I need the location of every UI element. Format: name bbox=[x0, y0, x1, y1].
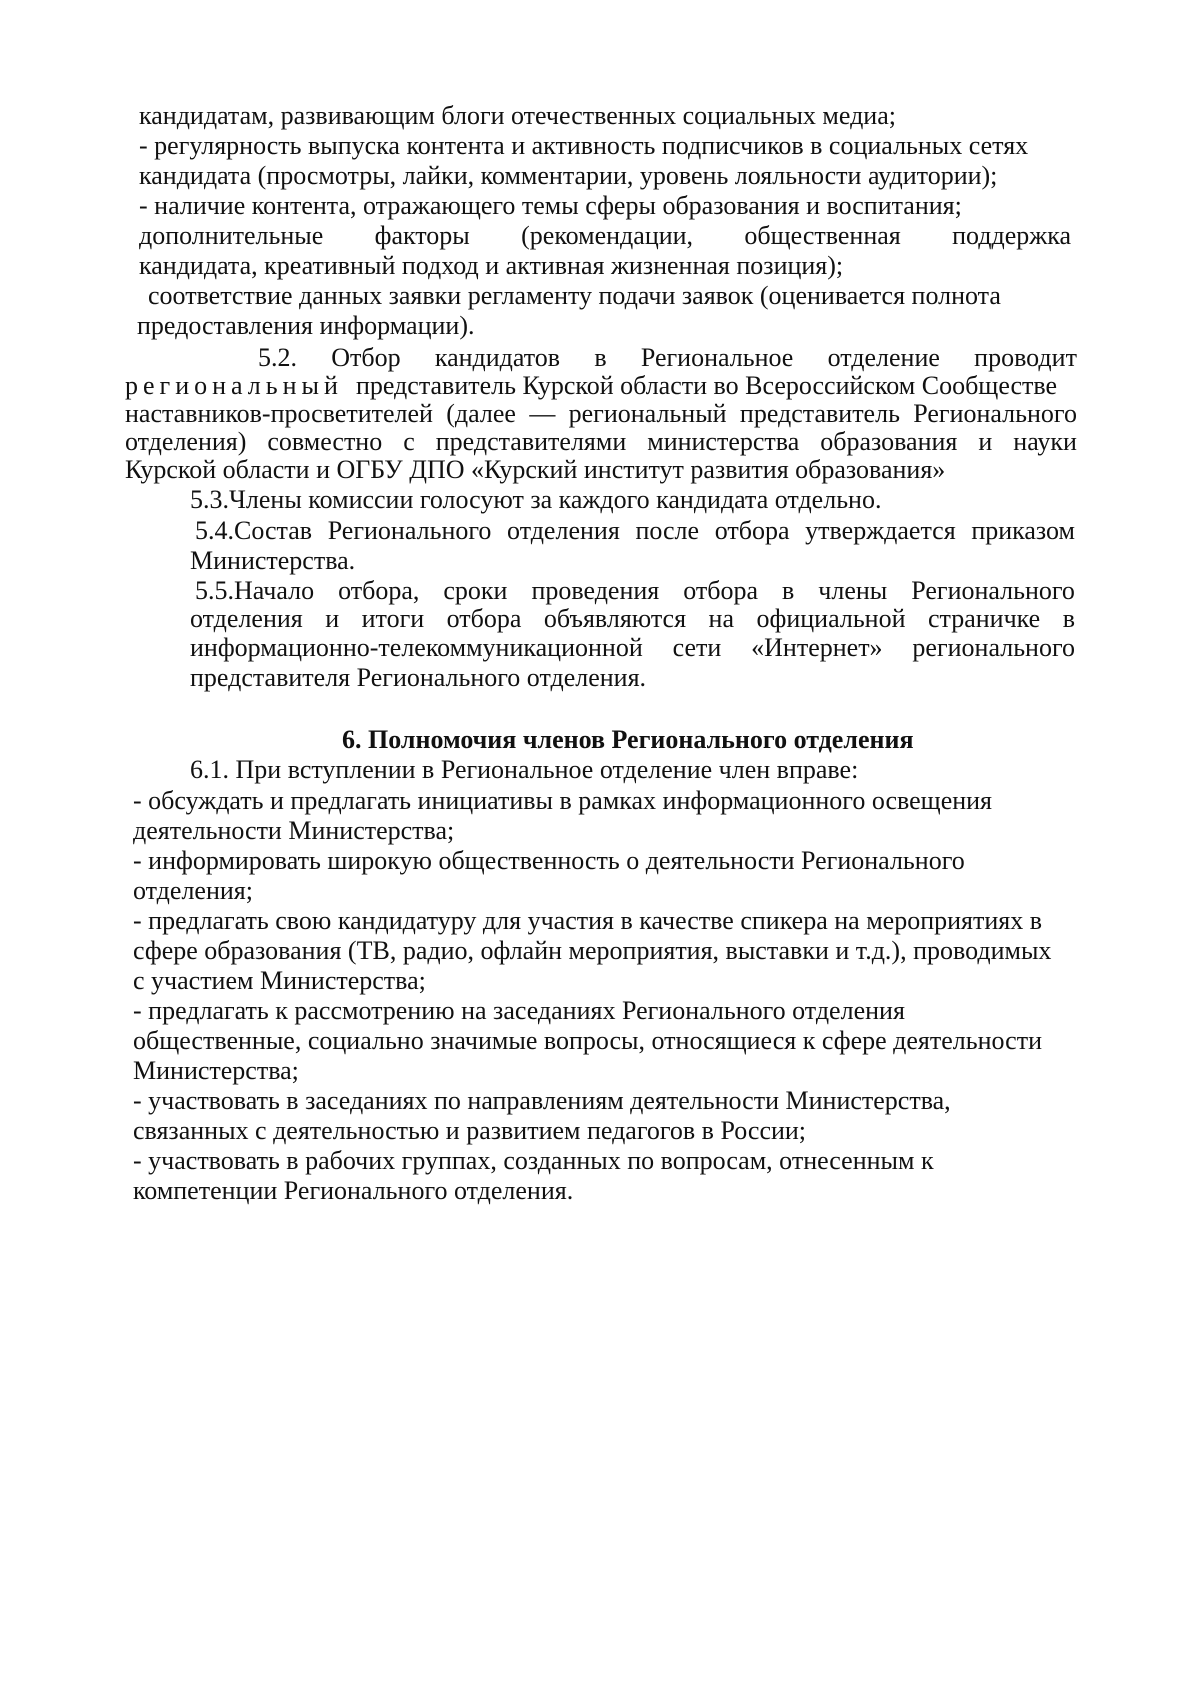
word: «Интернет» bbox=[751, 633, 883, 662]
word: (далее bbox=[446, 399, 516, 428]
paragraph-5-4-line: Министерства. bbox=[190, 546, 356, 575]
word: факторы bbox=[374, 221, 470, 250]
word: сети bbox=[672, 633, 722, 662]
word: поддержка bbox=[952, 221, 1071, 250]
word: отбора bbox=[683, 576, 759, 605]
word: образования bbox=[820, 427, 958, 456]
section-intro: 6.1. При вступлении в Региональное отделение член вправе: bbox=[190, 755, 859, 784]
word: отбора bbox=[446, 604, 522, 633]
word: отделение bbox=[827, 343, 940, 372]
spaced-word: региональный bbox=[125, 371, 343, 400]
word: официальной bbox=[756, 604, 906, 633]
word: дополнительные bbox=[139, 221, 324, 250]
paragraph-5-3: 5.3.Члены комиссии голосуют за каждого кандидата отдельно. bbox=[190, 485, 882, 514]
word: наставников-просветителей bbox=[125, 399, 433, 428]
word: с bbox=[403, 427, 415, 456]
word: регионального bbox=[912, 633, 1075, 662]
powers-line: - участвовать в рабочих группах, созданных по вопросам, отнесенным к bbox=[133, 1146, 934, 1175]
paragraph-5-5-line bbox=[195, 576, 1075, 606]
word: общественная bbox=[744, 221, 901, 250]
word: 5.2. bbox=[258, 343, 297, 372]
criteria-line: кандидата (просмотры, лайки, комментарии, уровень лояльности аудитории); bbox=[139, 161, 998, 190]
word: на bbox=[708, 604, 734, 633]
criteria-line: соответствие данных заявки регламенту подачи заявок (оценивается полнота bbox=[148, 281, 1001, 310]
word: приказом bbox=[971, 516, 1075, 545]
powers-line: - обсуждать и предлагать инициативы в рамках информационного освещения bbox=[133, 786, 993, 815]
powers-line: связанных с деятельностью и развитием педагогов в России; bbox=[133, 1116, 807, 1145]
powers-line: - предлагать к рассмотрению на заседаниях Регионального отделения bbox=[133, 996, 905, 1025]
paragraph-5-5-line: представителя Регионального отделения. bbox=[190, 663, 647, 692]
criteria-line: - регулярность выпуска контента и активность подписчиков в социальных сетях bbox=[139, 131, 1029, 160]
word: члены bbox=[818, 576, 888, 605]
word: региональный bbox=[568, 399, 727, 428]
word: страничке bbox=[928, 604, 1041, 633]
word: в bbox=[594, 343, 607, 372]
word: после bbox=[635, 516, 700, 545]
powers-line: сфере образования (ТВ, радио, офлайн мероприятия, выставки и т.д.), проводимых bbox=[133, 936, 1052, 965]
criteria-line: предоставления информации). bbox=[137, 311, 475, 340]
powers-line: - участвовать в заседаниях по направлениям деятельности Министерства, bbox=[133, 1086, 951, 1115]
word: и bbox=[325, 604, 340, 633]
word: Регионального bbox=[911, 576, 1075, 605]
word: отделения bbox=[190, 604, 303, 633]
word: проводит bbox=[974, 343, 1077, 372]
word: Регионального bbox=[913, 399, 1077, 428]
word: науки bbox=[1013, 427, 1077, 456]
word: в bbox=[782, 576, 795, 605]
powers-line: с участием Министерства; bbox=[133, 966, 426, 995]
word: проведения bbox=[531, 576, 660, 605]
paragraph-5-4-line bbox=[195, 516, 1075, 546]
powers-line: деятельности Министерства; bbox=[133, 816, 455, 845]
powers-line: - информировать широкую общественность о деятельности Регионального bbox=[133, 846, 965, 875]
criteria-line: - наличие контента, отражающего темы сферы образования и воспитания; bbox=[139, 191, 962, 220]
criteria-line: кандидата, креативный подход и активная жизненная позиция); bbox=[139, 251, 844, 280]
powers-line: общественные, социально значимые вопросы, относящиеся к сфере деятельности bbox=[133, 1026, 1042, 1055]
paragraph-5-2-line: Курской области и ОГБУ ДПО «Курский институт развития образования» bbox=[125, 455, 946, 484]
word: министерства bbox=[647, 427, 800, 456]
powers-line: Министерства; bbox=[133, 1056, 299, 1085]
word: сроки bbox=[443, 576, 508, 605]
word: Отбор bbox=[331, 343, 401, 372]
word: Региональное bbox=[640, 343, 794, 372]
word: итоги bbox=[361, 604, 425, 633]
paragraph-5-2-line bbox=[125, 427, 1077, 457]
word: отбора, bbox=[338, 576, 420, 605]
criteria-line-justified bbox=[139, 221, 1071, 251]
word: отбора bbox=[714, 516, 790, 545]
word: 5.5.Начало bbox=[195, 576, 315, 605]
paragraph-5-5-line bbox=[190, 604, 1075, 634]
word: отделения bbox=[507, 516, 620, 545]
word: информационно-телекоммуникационной bbox=[190, 633, 643, 662]
word: кандидатов bbox=[434, 343, 561, 372]
word: объявляются bbox=[543, 604, 687, 633]
word: Регионального bbox=[327, 516, 492, 545]
word: представителями bbox=[435, 427, 627, 456]
word: в bbox=[1062, 604, 1075, 633]
powers-line: компетенции Регионального отделения. bbox=[133, 1176, 574, 1205]
word: представитель bbox=[739, 399, 900, 428]
word: и bbox=[978, 427, 993, 456]
criteria-line: кандидатам, развивающим блоги отечественных социальных медиа; bbox=[139, 101, 896, 130]
paragraph-5-5-line bbox=[190, 633, 1075, 663]
word: отделения) bbox=[125, 427, 247, 456]
powers-line: отделения; bbox=[133, 876, 253, 905]
word: (рекомендации, bbox=[521, 221, 694, 250]
word: 5.4.Состав bbox=[195, 516, 313, 545]
word: — bbox=[529, 399, 556, 428]
paragraph-5-2-line bbox=[125, 399, 1077, 429]
word: совместно bbox=[267, 427, 383, 456]
paragraph-5-2-line bbox=[258, 343, 1077, 373]
text: представитель Курской области во Всероссийском Сообществе bbox=[355, 371, 1058, 400]
word: утверждается bbox=[805, 516, 956, 545]
powers-line: - предлагать свою кандидатуру для участия в качестве спикера на мероприятиях в bbox=[133, 906, 1043, 935]
paragraph-5-2-line bbox=[0, 371, 1200, 401]
section-heading: 6. Полномочия членов Регионального отделения bbox=[342, 725, 914, 754]
